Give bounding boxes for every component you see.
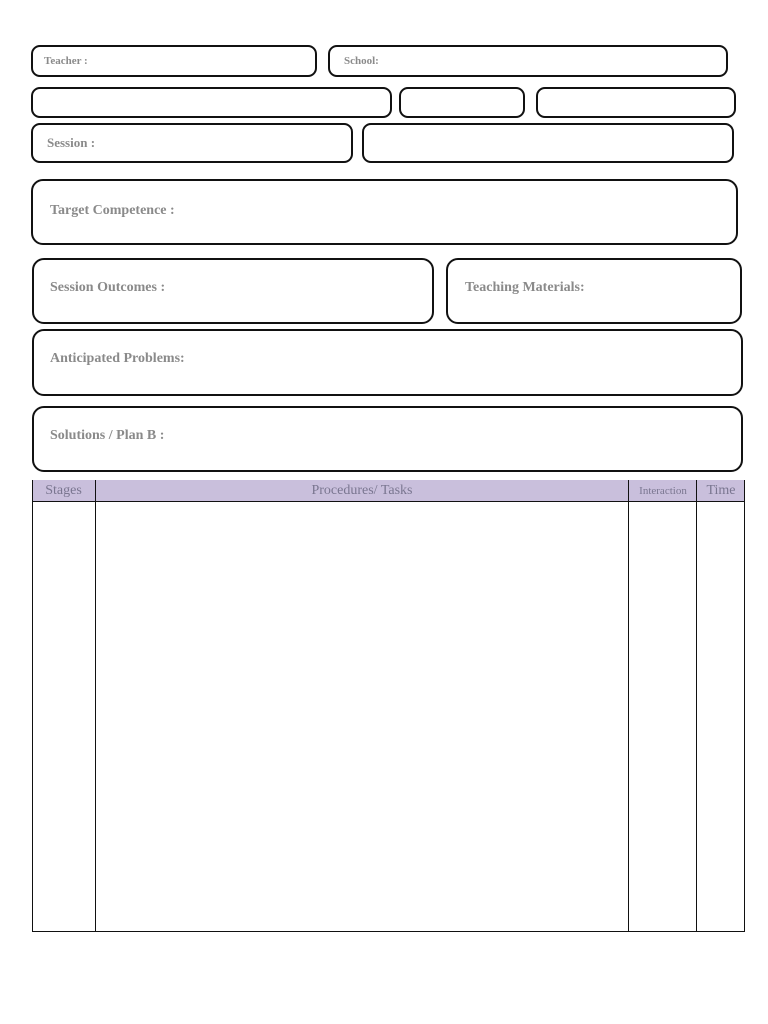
session-label: Session : <box>47 135 96 150</box>
school-label: School: <box>344 55 379 67</box>
session-outcomes-label: Session Outcomes : <box>50 280 166 295</box>
column-divider-procedures <box>628 480 629 932</box>
column-header-interaction: Interaction <box>639 485 687 497</box>
blank-field-2[interactable] <box>399 87 525 118</box>
teaching-materials-label: Teaching Materials: <box>465 280 585 295</box>
solutions-plan-b-label: Solutions / Plan B : <box>50 428 165 443</box>
column-divider-stages <box>95 480 96 932</box>
school-field[interactable] <box>328 45 728 77</box>
target-competence-label: Target Competence : <box>50 203 175 218</box>
time-cell[interactable] <box>698 502 743 930</box>
column-header-time: Time <box>706 483 736 498</box>
column-header-procedures: Procedures/ Tasks <box>311 483 413 498</box>
blank-field-3[interactable] <box>536 87 736 118</box>
blank-field-1[interactable] <box>31 87 392 118</box>
interaction-cell[interactable] <box>630 502 695 930</box>
column-header-stages: Stages <box>45 483 82 498</box>
teacher-label: Teacher : <box>44 55 88 67</box>
session-blank-field[interactable] <box>362 123 734 163</box>
stages-cell[interactable] <box>34 502 94 930</box>
anticipated-problems-label: Anticipated Problems: <box>50 351 185 366</box>
column-divider-interaction <box>696 480 697 932</box>
procedures-cell[interactable] <box>97 502 627 930</box>
